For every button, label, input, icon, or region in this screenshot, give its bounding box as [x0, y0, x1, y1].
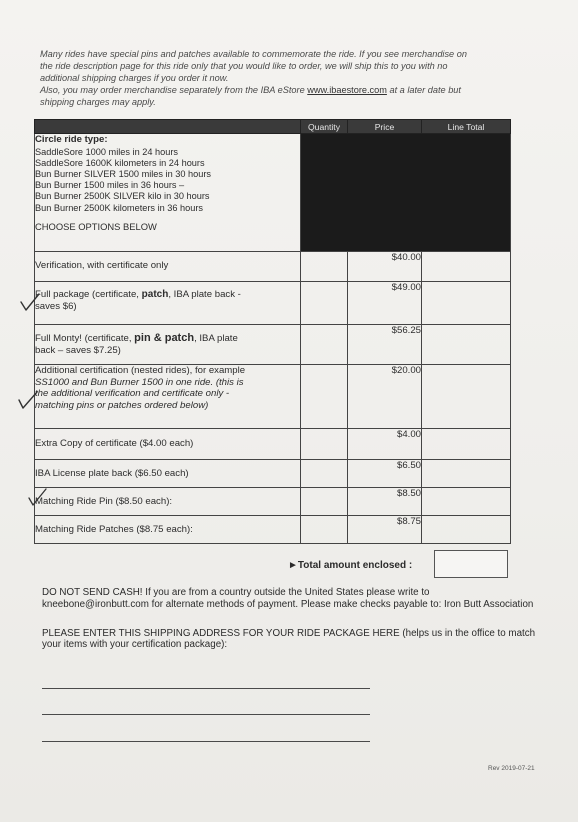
- estore-link[interactable]: www.ibaestore.com: [307, 85, 387, 95]
- row-text: Full package (certificate,: [35, 289, 142, 300]
- ride-type-option[interactable]: SaddleSore 1000 miles in 24 hours: [35, 146, 179, 157]
- table-row: [35, 325, 511, 365]
- line-total-cell[interactable]: [422, 516, 511, 544]
- ride-type-heading: Circle ride type:: [35, 134, 108, 145]
- price-cell: $4.00: [348, 429, 422, 460]
- full-package-label: [35, 282, 301, 325]
- price-header: Price: [348, 120, 422, 134]
- ride-pin-label: Matching Ride Pin ($8.50 each):: [35, 488, 301, 516]
- description-header: [35, 120, 301, 134]
- row-text: matching pins or patches ordered below): [35, 399, 209, 411]
- shipping-address-instructions: PLEASE ENTER THIS SHIPPING ADDRESS FOR YOUR RIDE PACKAGE HERE (helps us in the office to match your items with your certification package):: [42, 627, 536, 651]
- intro-text: Also, you may order merchandise separately from the IBA eStore: [40, 85, 308, 95]
- row-text: the additional verification and certificate only -: [35, 388, 230, 399]
- row-text-emphasis: patch: [141, 289, 169, 300]
- payment-notice: [42, 587, 537, 668]
- row-text: Additional certification (nested rides), for example: [35, 365, 246, 376]
- row-text-emphasis: pin & patch: [134, 332, 195, 344]
- quantity-cell[interactable]: [301, 516, 348, 544]
- quantity-cell[interactable]: [301, 488, 348, 516]
- line-total-cell[interactable]: [422, 460, 511, 488]
- table-header-row: [35, 120, 511, 134]
- merchandise-intro: [40, 48, 540, 108]
- price-cell: $56.25: [348, 325, 422, 365]
- price-cell: $20.00: [348, 365, 422, 429]
- blacked-out-cells: [301, 134, 511, 252]
- line-total-cell[interactable]: [422, 325, 511, 365]
- ride-type-option[interactable]: Bun Burner 1500 miles in 36 hours –: [35, 180, 185, 191]
- table-row: [35, 282, 511, 325]
- ride-type-option[interactable]: Bun Burner SILVER 1500 miles in 30 hours: [35, 168, 212, 179]
- quantity-cell[interactable]: [301, 282, 348, 325]
- choose-options-label: CHOOSE OPTIONS BELOW: [35, 220, 157, 232]
- ride-type-option[interactable]: Bun Burner 2500K SILVER kilo in 30 hours: [35, 191, 210, 202]
- address-line-3[interactable]: [42, 741, 370, 742]
- line-total-cell[interactable]: [422, 488, 511, 516]
- checkmark-icon: [19, 292, 41, 314]
- row-text: Full Monty! (certificate,: [35, 333, 135, 344]
- price-cell: $49.00: [348, 282, 422, 325]
- extra-copy-label: Extra Copy of certificate ($4.00 each): [35, 429, 301, 460]
- intro-line: the ride description page for this ride only that you would like to order, we will ship this to you with no: [40, 61, 448, 71]
- plate-back-label: IBA License plate back ($6.50 each): [35, 460, 301, 488]
- line-total-cell[interactable]: [422, 282, 511, 325]
- row-text: back – saves $7.25): [35, 344, 121, 356]
- quantity-cell[interactable]: [301, 429, 348, 460]
- ride-type-row: [35, 134, 511, 252]
- ride-type-cell: [35, 134, 301, 252]
- table-row: [35, 516, 511, 544]
- price-cell: $8.75: [348, 516, 422, 544]
- order-table: [34, 119, 511, 544]
- quantity-header: Quantity: [301, 120, 348, 134]
- intro-line: additional shipping charges if you order it now.: [40, 73, 229, 83]
- quantity-cell[interactable]: [301, 365, 348, 429]
- row-text: , IBA plate back -: [168, 289, 241, 300]
- no-cash-notice: DO NOT SEND CASH! If you are from a country outside the United States please write to kneebone@ironbutt.com for alternate methods of payment. Please make checks payable to: Iron Butt Association: [42, 587, 534, 610]
- row-text: , IBA plate: [194, 333, 238, 344]
- line-total-cell[interactable]: [422, 429, 511, 460]
- total-amount-box[interactable]: [434, 550, 508, 578]
- address-line-1[interactable]: [42, 688, 370, 689]
- table-row: [35, 252, 511, 282]
- intro-line: shipping charges may apply.: [40, 97, 156, 107]
- full-monty-label: [35, 325, 301, 365]
- line-total-cell[interactable]: [422, 252, 511, 282]
- quantity-cell[interactable]: [301, 325, 348, 365]
- row-text: saves $6): [35, 300, 77, 312]
- total-amount-label: ►Total amount enclosed :: [288, 560, 413, 571]
- quantity-cell[interactable]: [301, 460, 348, 488]
- revision-date: Rev 2019-07-21: [488, 765, 535, 772]
- intro-text: at a later date but: [386, 85, 461, 95]
- table-row: [35, 460, 511, 488]
- table-row: [35, 488, 511, 516]
- row-text: SS1000 and Bun Burner 1500 in one ride. (this is: [35, 376, 244, 388]
- quantity-cell[interactable]: [301, 252, 348, 282]
- price-cell: $8.50: [348, 488, 422, 516]
- checkmark-icon: [27, 486, 49, 508]
- line-total-cell[interactable]: [422, 365, 511, 429]
- price-cell: $6.50: [348, 460, 422, 488]
- ride-type-option[interactable]: SaddleSore 1600K kilometers in 24 hours: [35, 157, 205, 168]
- intro-line: [40, 84, 540, 96]
- ride-type-option[interactable]: Bun Burner 2500K kilometers in 36 hours: [35, 202, 204, 213]
- line-total-header: Line Total: [422, 120, 511, 134]
- price-cell: $40.00: [348, 252, 422, 282]
- table-row: [35, 365, 511, 429]
- additional-cert-label: [35, 365, 301, 429]
- address-line-2[interactable]: [42, 714, 370, 715]
- intro-line: Many rides have special pins and patches available to commemorate the ride. If you see merchandise on: [40, 49, 467, 59]
- verification-label: Verification, with certificate only: [35, 252, 301, 282]
- ride-patches-label: Matching Ride Patches ($8.75 each):: [35, 516, 301, 544]
- table-row: [35, 429, 511, 460]
- checkmark-icon: [17, 389, 39, 411]
